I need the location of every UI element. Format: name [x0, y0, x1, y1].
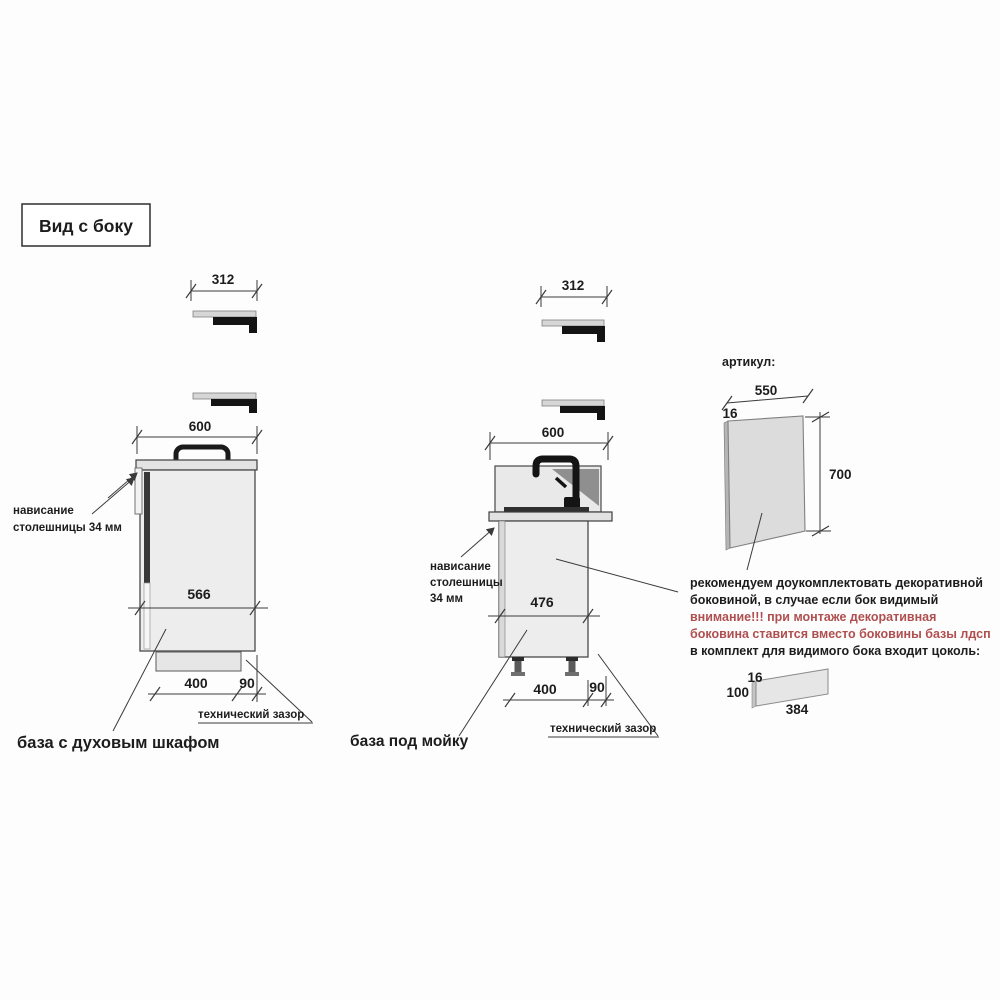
dim-value-600: 600: [188, 419, 212, 434]
oven-door-top-edge: [135, 468, 142, 514]
note-warning1: внимание!!! при монтаже декоративная: [690, 610, 937, 624]
decorative-panel: [724, 416, 805, 550]
dim-value-476: 476: [530, 594, 554, 610]
countertop-section-lower: [193, 393, 257, 413]
view-title: Вид с боку: [39, 216, 133, 236]
note-line3: в комплект для видимого бока входит цоколь:: [690, 644, 981, 658]
sink-countertop: [489, 512, 612, 521]
gap-label-text: технический зазор: [198, 709, 305, 721]
dim-value-700: 700: [829, 467, 852, 482]
dim-value-400: 400: [184, 675, 208, 691]
dim-value-600-sink: 600: [541, 425, 565, 440]
oven-door-lower-edge: [144, 583, 150, 649]
dim-312-sink: [536, 278, 612, 307]
sink-cabinet-group: [350, 278, 678, 750]
side-panel-group: [690, 355, 991, 717]
sink-carcass: [499, 521, 588, 657]
oven-countertop: [136, 460, 257, 470]
dim-value-90-sink: 90: [589, 679, 605, 695]
note-line1: рекомендуем доукомплектовать декоративной: [690, 576, 983, 590]
plinth-edge: [752, 681, 756, 708]
sink-cabinet-body: [489, 459, 612, 676]
recommendation-note: [690, 576, 991, 658]
note-line2: боковиной, в случае если бок видимый: [690, 593, 939, 607]
caption-oven-text: база с духовым шкафом: [17, 734, 220, 752]
cabinet-leg-front: [511, 657, 525, 676]
dim-600-sink: [485, 425, 613, 460]
sink-rim: [504, 507, 589, 512]
dim-value-312-sink: 312: [561, 278, 585, 293]
oven-cabinet-group: [13, 272, 313, 752]
overhang-label-oven: [13, 473, 137, 534]
cabinet-leg-back: [565, 657, 579, 676]
dim-value-550: 550: [754, 383, 778, 398]
caption-sink-text: база под мойку: [350, 733, 469, 750]
overhang-line1: нависание: [13, 505, 74, 517]
countertop-section-upper: [193, 311, 257, 333]
overhang-line2: столешницы 34 мм: [13, 522, 122, 534]
oven-carcass: [140, 470, 255, 651]
countertop-section-upper-sink: [542, 320, 605, 342]
dim-value-400-sink: 400: [533, 681, 557, 697]
dim-700-panel: [805, 412, 852, 536]
panel-face: [728, 416, 805, 548]
dim-312-oven: [186, 272, 262, 301]
view-title-box: [22, 204, 150, 246]
dim-value-16-panel: 16: [722, 406, 738, 421]
dim-value-16-plinth: 16: [747, 670, 763, 685]
oven-plinth: [156, 652, 241, 671]
gap-label-text-sink: технический зазор: [550, 723, 657, 735]
dim-value-90: 90: [239, 675, 255, 691]
dim-value-312: 312: [211, 272, 235, 287]
dim-400-90-sink: [503, 676, 614, 707]
gap-label-sink: [548, 654, 659, 737]
countertop-section-lower-sink: [542, 400, 605, 420]
plinth-piece: [726, 669, 828, 717]
oven-door-dark-edge: [144, 472, 150, 583]
dim-value-566: 566: [187, 586, 211, 602]
overhang-sink-line3: 34 мм: [430, 593, 464, 605]
overhang-sink-line2: столешницы: [430, 577, 503, 589]
dim-value-100-plinth: 100: [726, 685, 749, 700]
dim-value-384-plinth: 384: [785, 702, 809, 717]
note-warning2: боковина ставится вместо боковины базы лдсп: [690, 627, 991, 641]
plinth-face: [756, 669, 828, 706]
sink-door-edge: [499, 521, 505, 657]
oven-cabinet-body: [135, 447, 257, 671]
overhang-sink-line1: нависание: [430, 561, 491, 573]
overhang-label-sink: [430, 528, 503, 605]
article-label: артикул:: [722, 355, 776, 369]
